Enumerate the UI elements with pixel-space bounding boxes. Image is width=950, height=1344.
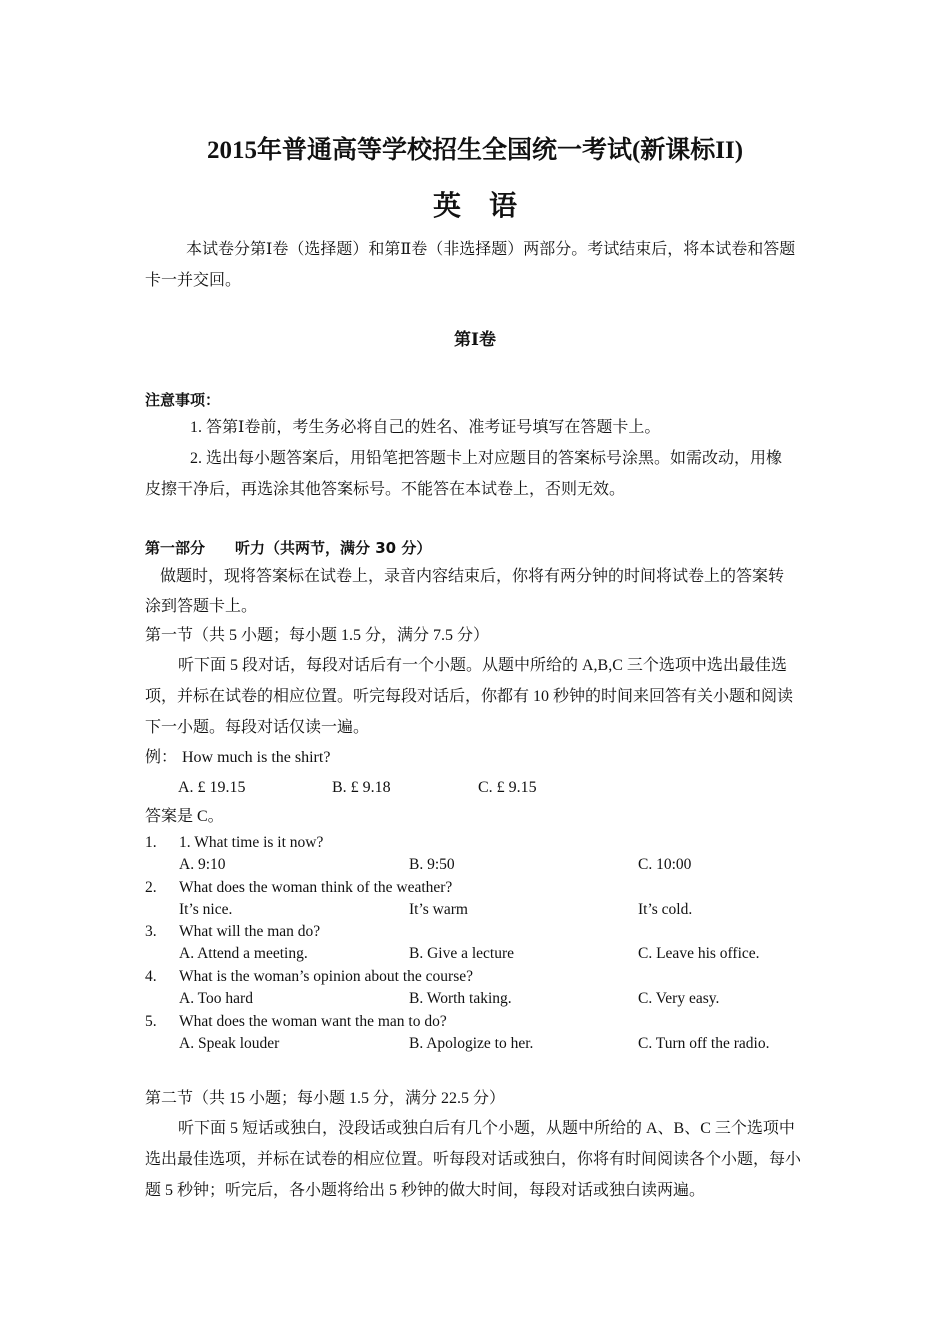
option-c: C. Leave his office. [638, 945, 760, 962]
example-answer: 答案是 C。 [145, 808, 224, 825]
section2-heading: 第二节（共 15 小题；每小题 1.5 分，满分 22.5 分） [145, 1090, 506, 1107]
option-a: A. Attend a meeting. [179, 945, 308, 962]
notes-item-1: 1. 答第Ⅰ卷前，考生务必将自己的姓名、准考证号填写在答题卡上。 [190, 419, 661, 436]
option-a: A. Too hard [179, 990, 253, 1007]
subject-title: 英语 [432, 191, 545, 222]
example-option-a: A. £ 19.15 [178, 779, 246, 796]
question-text: What is the woman’s opinion about the course? [179, 968, 474, 985]
section2-instr-line-2: 选出最佳选项，并标在试卷的相应位置。听每段对话或独白，你将有时间阅读各个小题，每小 [145, 1151, 802, 1168]
example-option-b: B. £ 9.18 [332, 779, 391, 796]
section1-instr-line-1: 听下面 5 段对话，每段对话后有一个小题。从题中所给的 A,B,C 三个选项中选出最佳选 [178, 657, 787, 674]
option-b: B. 9:50 [409, 856, 455, 873]
option-b: B. Worth taking. [409, 990, 512, 1007]
part1-instr-line-1: 做题时，现将答案标在试卷上，录音内容结束后，你将有两分钟的时间将试卷上的答案转 [160, 568, 785, 585]
example-question: How much is the shirt? [182, 749, 331, 766]
part1-heading: 第一部分 听力（共两节，满分 30 分） [145, 539, 432, 557]
section1-instr-line-2: 项，并标在试卷的相应位置。听完每段对话后，你都有 10 秒钟的时间来回答有关小题和阅读 [145, 688, 794, 705]
option-b: It’s warm [409, 901, 468, 918]
exam-title: 2015年普通高等学校招生全国统一考试(新课标II) [206, 137, 744, 164]
option-a: A. Speak louder [179, 1035, 280, 1052]
option-b: B. Apologize to her. [409, 1035, 534, 1052]
option-c: C. 10:00 [638, 856, 692, 873]
intro-line-2: 卡一并交回。 [145, 272, 242, 289]
question-text: What will the man do? [179, 923, 321, 940]
part1-instr-line-2: 涂到答题卡上。 [145, 598, 258, 615]
option-c: C. Very easy. [638, 990, 720, 1007]
option-a: A. 9:10 [179, 856, 226, 873]
intro-line-1: 本试卷分第Ⅰ卷（选择题）和第Ⅱ卷（非选择题）两部分。考试结束后，将本试卷和答题 [186, 241, 796, 258]
question-text: 1. What time is it now? [179, 834, 324, 851]
option-c: It’s cold. [638, 901, 693, 918]
volume-title: 第Ⅰ卷 [454, 330, 496, 349]
option-b: B. Give a lecture [409, 945, 515, 962]
question-text: What does the woman think of the weather? [179, 879, 453, 896]
question-number: 4. [145, 968, 157, 985]
section1-heading: 第一节（共 5 小题；每小题 1.5 分，满分 7.5 分） [145, 627, 490, 644]
notes-item-2-line-1: 2. 选出每小题答案后，用铅笔把答题卡上对应题目的答案标号涂黑。如需改动，用橡 [190, 450, 783, 467]
question-text: What does the woman want the man to do? [179, 1013, 447, 1030]
section2-instr-line-1: 听下面 5 短话或独白，没段话或独白后有几个小题，从题中所给的 A、B、C 三个选项中 [178, 1120, 795, 1137]
notes-heading: 注意事项： [145, 391, 221, 409]
question-number: 5. [145, 1013, 157, 1030]
section1-instr-line-3: 下一小题。每段对话仅读一遍。 [145, 719, 370, 736]
example-label: 例： [145, 749, 178, 766]
option-a: It’s nice. [179, 901, 233, 918]
example-option-c: C. £ 9.15 [478, 779, 537, 796]
question-number: 2. [145, 879, 157, 896]
question-number: 1. [145, 834, 157, 851]
option-c: C. Turn off the radio. [638, 1035, 770, 1052]
question-number: 3. [145, 923, 157, 940]
section2-instr-line-3: 题 5 秒钟；听完后，各小题将给出 5 秒钟的做大时间，每段对话或独白读两遍。 [145, 1182, 706, 1199]
notes-item-2-line-2: 皮擦干净后，再选涂其他答案标号。不能答在本试卷上，否则无效。 [145, 481, 626, 498]
